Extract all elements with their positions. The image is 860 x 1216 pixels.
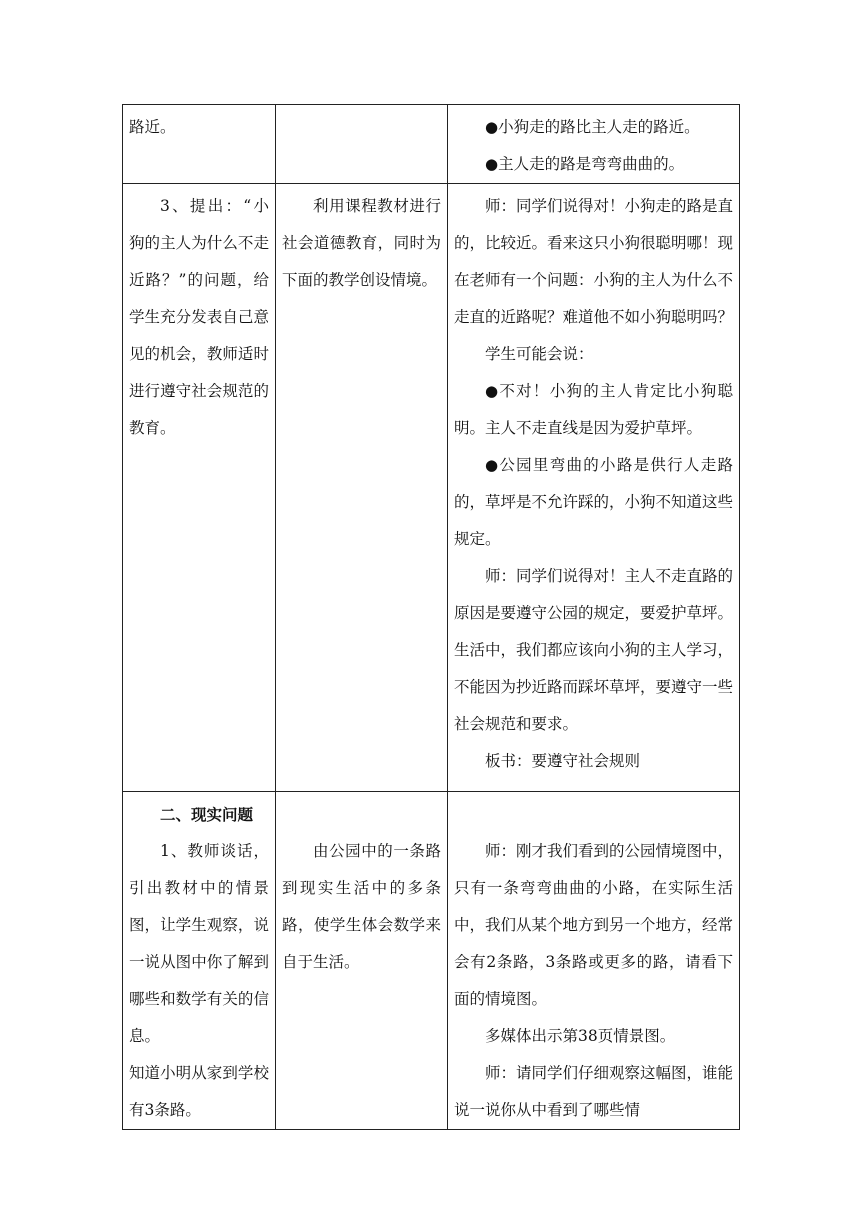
table-cell bbox=[448, 184, 740, 792]
cell-text: 主人走的路是弯弯曲曲的。 bbox=[498, 155, 685, 173]
cell-text: 师：同学们说得对！小狗走的路是直的，比较近。看来这只小狗很聪明哪！现在老师有一个问题：小狗的主人为什么不走直的近路呢？难道他不如小狗聪明吗？ bbox=[454, 197, 734, 326]
bullet-icon: ● bbox=[485, 382, 500, 400]
cell-text: 利用课程教材进行社会道德教育，同时为下面的教学创设情境。 bbox=[282, 197, 441, 289]
cell-text: 师：请同学们仔细观察这幅图，谁能说一说你从中看到了哪些情 bbox=[454, 1064, 734, 1119]
table-row bbox=[123, 184, 740, 792]
table-cell bbox=[276, 184, 448, 792]
table-cell bbox=[448, 105, 740, 184]
cell-text: 多媒体出示第38页情景图。 bbox=[485, 1027, 676, 1045]
bullet-icon: ● bbox=[485, 456, 500, 474]
table-cell bbox=[123, 105, 276, 184]
cell-text: 学生可能会说： bbox=[485, 345, 594, 363]
table-cell bbox=[276, 792, 448, 1130]
cell-text: 板书：要遵守社会规则 bbox=[485, 752, 641, 770]
table-cell bbox=[123, 792, 276, 1130]
cell-text: 1、教师谈话，引出教材中的情景图，让学生观察，说一说从图中你了解到哪些和数学有关的信息。 bbox=[129, 842, 269, 1045]
cell-text: 知道小明从家到学校有3条路。 bbox=[129, 1064, 269, 1119]
lesson-plan-table bbox=[122, 104, 740, 1130]
cell-text: 不对！小狗的主人肯定比小狗聪明。主人不走直线是因为爱护草坪。 bbox=[454, 382, 733, 437]
cell-text: 小狗走的路比主人走的路近。 bbox=[498, 118, 700, 136]
cell-text: 由公园中的一条路到现实生活中的多条路，使学生体会数学来自于生活。 bbox=[282, 842, 441, 971]
table-row bbox=[123, 105, 740, 184]
table-cell bbox=[276, 105, 448, 184]
cell-text: 师：刚才我们看到的公园情境图中，只有一条弯弯曲曲的小路，在实际生活中，我们从某个地方到另一个地方，经常会有2条路，3条路或更多的路，请看下面的情境图。 bbox=[454, 842, 734, 1008]
section-heading: 二、现实问题 bbox=[160, 805, 254, 824]
table-cell bbox=[448, 792, 740, 1130]
cell-text: 师：同学们说得对！主人不走直路的原因是要遵守公园的规定，要爱护草坪。生活中，我们都应该向小狗的主人学习，不能因为抄近路而踩坏草坪，要遵守一些社会规范和要求。 bbox=[454, 567, 734, 733]
cell-text: 路近。 bbox=[129, 118, 176, 136]
bullet-icon: ● bbox=[485, 118, 499, 136]
table-cell bbox=[123, 184, 276, 792]
table-row bbox=[123, 792, 740, 1130]
cell-text: 公园里弯曲的小路是供行人走路的，草坪是不允许踩的，小狗不知道这些规定。 bbox=[454, 456, 734, 548]
cell-text: 3、提出：“小狗的主人为什么不走近路？”的问题，给学生充分发表自己意见的机会，教师适时进行遵守社会规范的教育。 bbox=[129, 197, 269, 437]
bullet-icon: ● bbox=[485, 155, 499, 173]
